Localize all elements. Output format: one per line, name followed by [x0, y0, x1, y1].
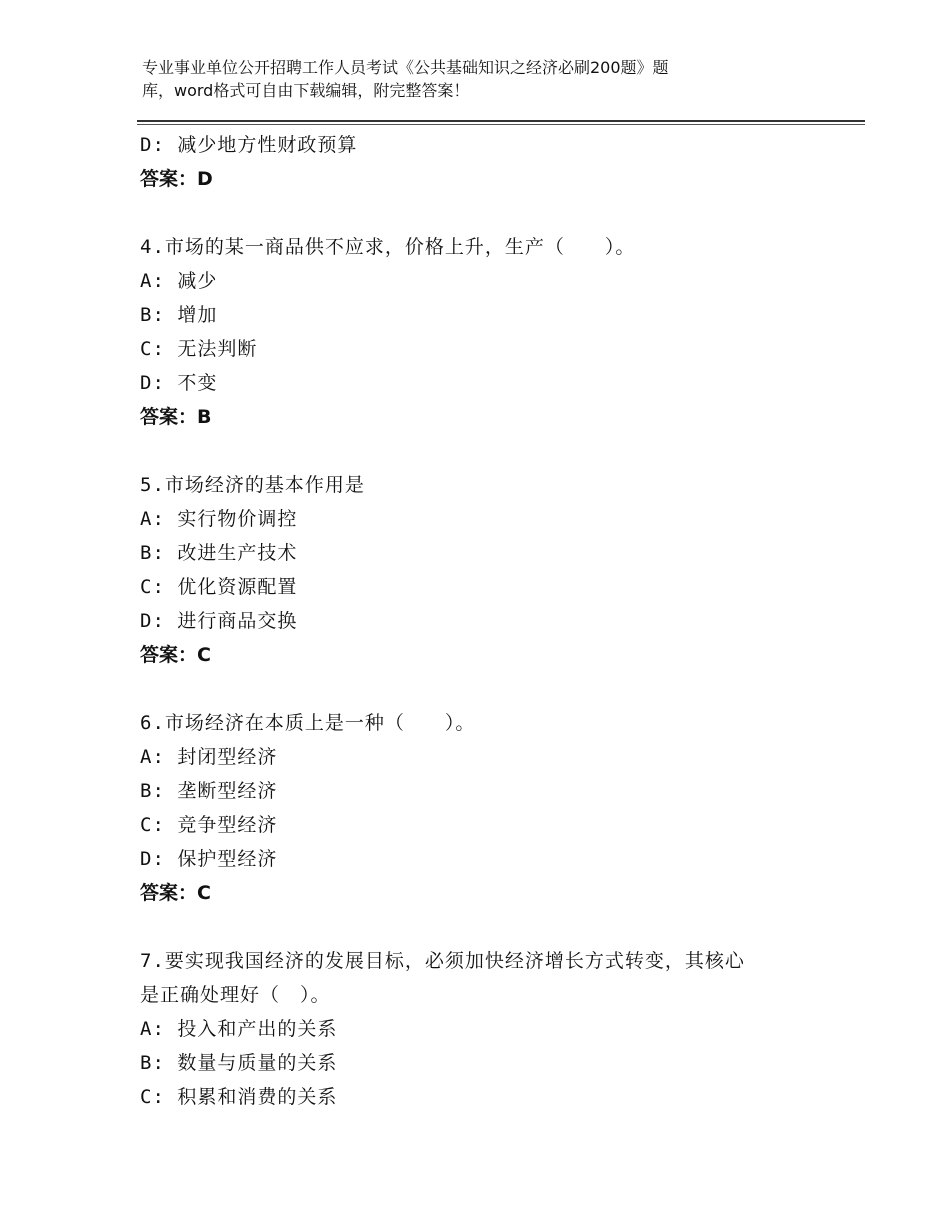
option-b: B: 数量与质量的关系: [140, 1052, 338, 1074]
question-stem: 4.市场的某一商品供不应求，价格上升，生产（ ）。: [140, 236, 636, 258]
option-c: C: 无法判断: [140, 338, 258, 360]
option-b: B: 改进生产技术: [140, 542, 298, 564]
option-a: A: 投入和产出的关系: [140, 1018, 338, 1040]
option-d: D: 保护型经济: [140, 848, 278, 870]
option-d: D: 减少地方性财政预算: [140, 134, 358, 156]
question-7: [140, 944, 840, 1114]
answer-line: 答案：C: [140, 882, 211, 904]
header-divider-thick: [137, 120, 865, 122]
option-d: D: 进行商品交换: [140, 610, 298, 632]
option-c: C: 积累和消费的关系: [140, 1086, 338, 1108]
option-b: B: 垄断型经济: [140, 780, 278, 802]
question-stem: 6.市场经济在本质上是一种（ ）。: [140, 712, 476, 734]
option-b: B: 增加: [140, 304, 218, 326]
header-title-line-2: 库，word格式可自由下载编辑，附完整答案！: [142, 81, 470, 100]
question-6: [140, 706, 840, 910]
document-header: [142, 56, 782, 102]
spacer: [140, 672, 840, 706]
question-4: [140, 230, 840, 434]
answer-line: 答案：C: [140, 644, 211, 666]
question-stem: 5.市场经济的基本作用是: [140, 474, 365, 496]
question-3-tail: [140, 128, 840, 196]
spacer: [140, 434, 840, 468]
option-a: A: 减少: [140, 270, 218, 292]
question-list: [140, 128, 840, 1114]
answer-line: 答案：D: [140, 168, 213, 190]
spacer: [140, 910, 840, 944]
header-divider-thin: [137, 124, 865, 125]
spacer: [140, 196, 840, 230]
option-a: A: 封闭型经济: [140, 746, 278, 768]
option-c: C: 优化资源配置: [140, 576, 298, 598]
option-c: C: 竞争型经济: [140, 814, 278, 836]
question-stem-line-2: 是正确处理好（ ）。: [140, 984, 331, 1006]
header-title-line-1: 专业事业单位公开招聘工作人员考试《公共基础知识之经济必刷200题》题: [142, 58, 669, 77]
option-a: A: 实行物价调控: [140, 508, 298, 530]
answer-line: 答案：B: [140, 406, 212, 428]
question-stem-line-1: 7.要实现我国经济的发展目标，必须加快经济增长方式转变，其核心: [140, 950, 745, 972]
question-5: [140, 468, 840, 672]
option-d: D: 不变: [140, 372, 218, 394]
